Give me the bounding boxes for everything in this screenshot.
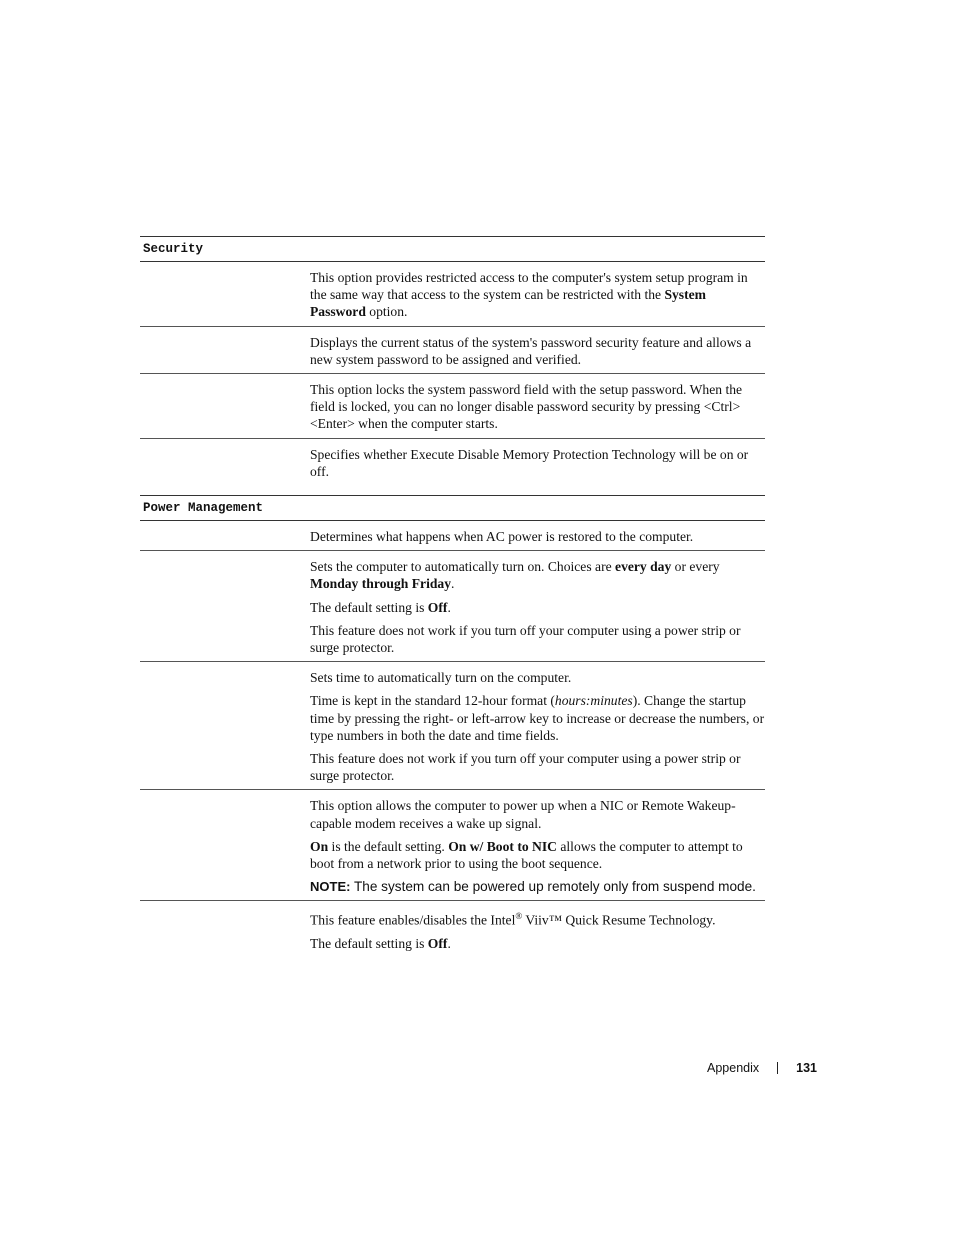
security-row-4-text: Specifies whether Execute Disable Memory Protection Technology will be on or off.	[310, 446, 749, 479]
security-row-4	[140, 439, 765, 485]
power-row-4-desc: This option allows the computer to power up when a NIC or Remote Wakeup-capable modem receives a wake up signal.	[310, 798, 736, 831]
security-row-3-text: This option locks the system password field with the setup password. When the field is locked, you can no longer disable password security by pressing <Ctrl><Enter> when the computer starts.	[310, 382, 743, 432]
power-row-3	[140, 662, 765, 790]
power-row-1	[140, 521, 765, 551]
power-row-3-desc: Sets time to automatically turn on the computer.	[310, 670, 572, 686]
footer-divider	[777, 1062, 778, 1074]
power-row-3-format: Time is kept in the standard 12-hour format (hours:minutes). Change the startup time by pressing the right- or left-arrow key to increase or decrease the numbers, or type numbers in both the date and time fields.	[310, 693, 765, 743]
power-management-heading: Power Management	[140, 495, 765, 521]
security-row-3	[140, 374, 765, 439]
power-row-5-default: The default setting is Off.	[310, 936, 451, 952]
power-row-3-warning: This feature does not work if you turn off your computer using a power strip or surge protector.	[310, 751, 741, 784]
power-row-2-choices: Sets the computer to automatically turn on. Choices are every day or every Monday through Friday.	[310, 559, 720, 592]
power-management-table	[140, 495, 765, 957]
power-row-4-default: On is the default setting. On w/ Boot to NIC allows the computer to attempt to boot from a network prior to using the boot sequence.	[310, 838, 743, 872]
power-row-2-default: The default setting is Off.	[310, 599, 451, 615]
power-row-2	[140, 551, 765, 662]
power-row-1-text: Determines what happens when AC power is restored to the computer.	[310, 529, 694, 544]
footer-section-label: Appendix	[707, 1061, 760, 1075]
security-row-1	[140, 262, 765, 327]
security-heading: Security	[140, 236, 765, 262]
security-row-2	[140, 327, 765, 374]
security-table	[140, 236, 765, 485]
power-row-4-note: NOTE: The system can be powered up remotely only from suspend mode.	[310, 879, 756, 895]
page-footer	[707, 1061, 817, 1075]
power-row-2-warning: This feature does not work if you turn off your computer using a power strip or surge protector.	[310, 622, 741, 656]
page-number: 131	[796, 1061, 817, 1075]
power-row-5	[140, 901, 765, 957]
power-row-5-desc: This feature enables/disables the Intel® Viiv™ Quick Resume Technology.	[310, 911, 716, 928]
security-row-1-text: This option provides restricted access to the computer's system setup program in the same way that access to the system can be restricted with the System Password option.	[310, 270, 748, 320]
security-row-2-text: Displays the current status of the system's password security feature and allows a new system password to be assigned and verified.	[310, 334, 752, 367]
power-row-4	[140, 790, 765, 901]
